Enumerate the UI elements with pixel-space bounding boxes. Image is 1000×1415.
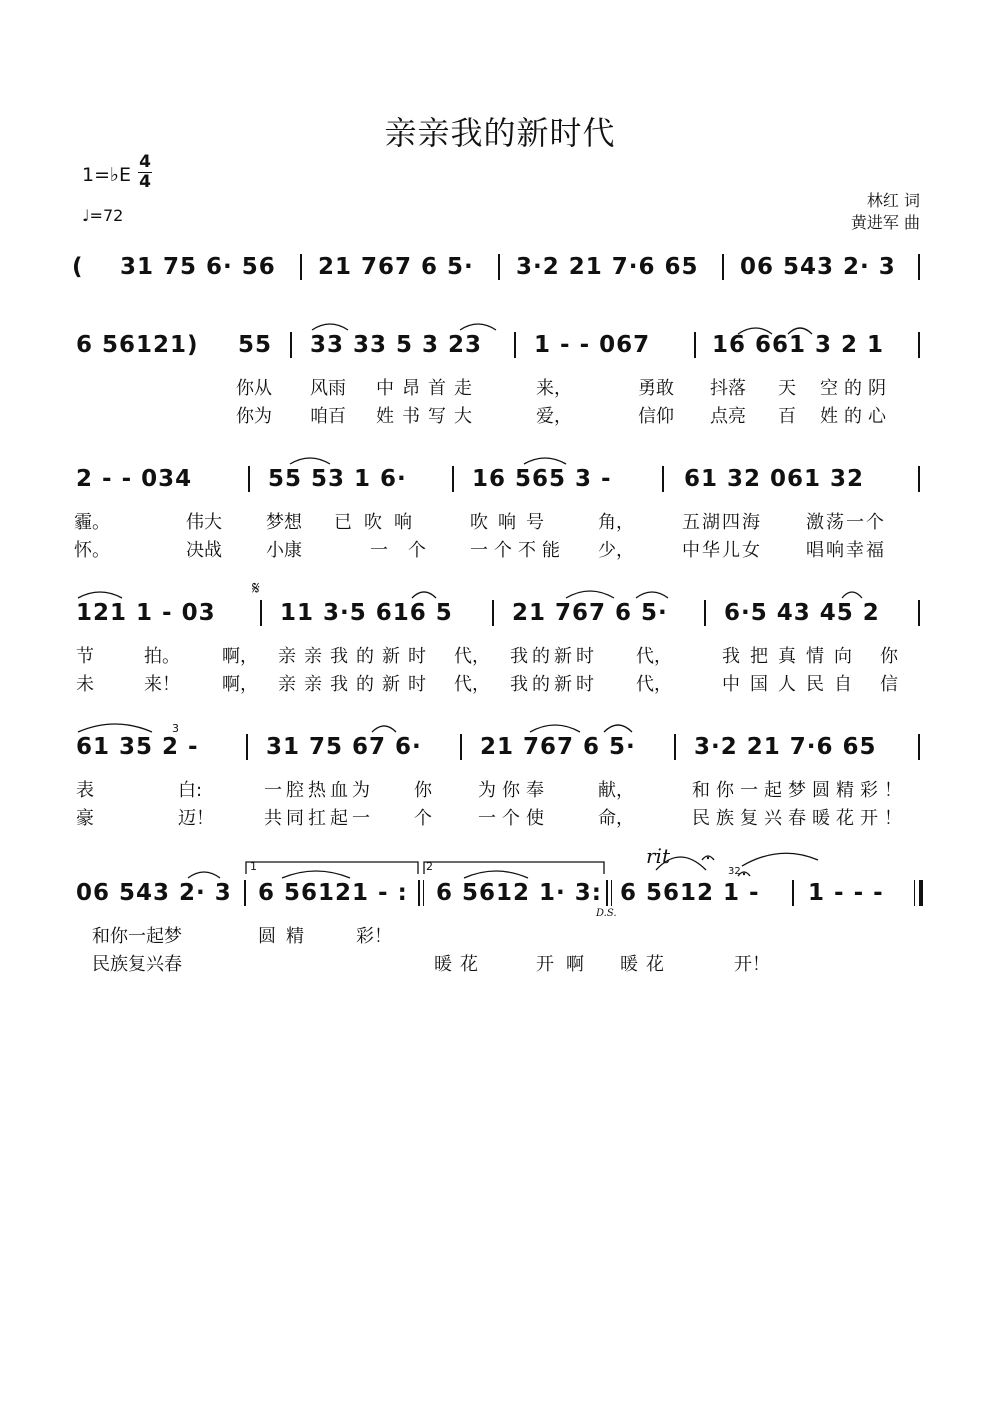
key-signature: 1=♭E [82, 164, 131, 186]
volta-2-label: 2 [426, 860, 433, 873]
measure: 121 1 - 03 [76, 600, 216, 626]
measure: 6·5 43 45 2 [724, 600, 880, 626]
lyric: 来！ [144, 674, 180, 695]
slur [742, 853, 818, 866]
measure: 31 75 67 6· [266, 734, 422, 760]
slur [312, 324, 348, 330]
lyric: 白: [178, 780, 203, 801]
measure: 31 75 6· 56 [120, 254, 276, 280]
lyric: 为你奉 [478, 780, 550, 801]
measure: 55 53 1 6· [268, 466, 407, 492]
lyric: 豪 [76, 808, 94, 829]
lyric: 彩！ [356, 926, 392, 947]
lyric: 小康 [266, 540, 302, 561]
lyric: 姓的心 [820, 406, 892, 427]
lyric: 一腔热血为 [264, 780, 374, 801]
slur [78, 724, 152, 732]
lyric: 暖花 [620, 954, 672, 975]
slur [656, 857, 706, 870]
measure: 33 33 5 3 23 [310, 332, 483, 358]
volta-bracket-2 [424, 862, 604, 874]
slur [788, 328, 812, 334]
lyric: 你 [414, 780, 432, 801]
lyric: 一个 [370, 540, 446, 561]
segno-sign: 𝄋 [252, 578, 260, 599]
lyric: 民族复兴春 [92, 954, 182, 975]
slur [530, 725, 580, 732]
lyric: 迈！ [178, 808, 214, 829]
lyric: 和你一起梦 [92, 926, 182, 947]
lyric: 风雨 [310, 378, 346, 399]
measure: 21 767 6 5· [512, 600, 668, 626]
lyric: 信仰 [638, 406, 674, 427]
lyric: 怀。 [74, 540, 110, 561]
lyric: 代， [636, 674, 672, 695]
slur [282, 871, 350, 878]
lyric: 少， [598, 540, 634, 561]
lyric: 中华儿女 [682, 540, 762, 561]
slur [412, 592, 436, 598]
measure: 6 56121) [76, 332, 199, 358]
slur [290, 458, 330, 464]
lyric: 开！ [734, 954, 770, 975]
grace-notes: 32 [728, 866, 741, 877]
measure: 3·2 21 7·6 65 [516, 254, 699, 280]
slur [566, 591, 614, 598]
lyric: 代， [454, 646, 490, 667]
measure: 1 - - 067 [534, 332, 651, 358]
lyric: 亲亲我的新时 [278, 674, 434, 695]
time-sig-bottom: 4 [139, 172, 151, 192]
measure: 3·2 21 7·6 65 [694, 734, 877, 760]
slur [636, 592, 668, 598]
lyric: 拍。 [144, 646, 180, 667]
lyric: 抖落 [710, 378, 746, 399]
measure: 21 767 6 5· [480, 734, 636, 760]
rit-marking: rit [646, 844, 670, 868]
measure: 06 543 2· 3 [76, 880, 232, 906]
volta-1-label: 1 [250, 860, 257, 873]
lyric: 未 [76, 674, 94, 695]
lyric: 一个不能 [470, 540, 566, 561]
lyric: 吹响号 [470, 512, 554, 533]
lyric: 中国人民自 [722, 674, 862, 695]
lyric: 节 [76, 646, 94, 667]
lyric: 开啊 [536, 954, 596, 975]
measure: 6 56121 - : [258, 880, 408, 906]
tempo-marking: ♩=72 [82, 206, 124, 225]
lyric: 民族复兴春暖花开！ [692, 808, 908, 829]
measure: 21 767 6 5· [318, 254, 474, 280]
lyric: 暖花 [434, 954, 486, 975]
lyric: 激荡一个 [806, 512, 886, 533]
slur [78, 592, 122, 598]
lyric: 点亮 [710, 406, 746, 427]
slur [372, 726, 396, 732]
lyric: 咱百 [310, 406, 346, 427]
lyric: 我把真情向 [722, 646, 862, 667]
lyric: 决战 [186, 540, 222, 561]
lyric: 信 [880, 674, 898, 695]
lyric: 我的新时 [510, 674, 598, 695]
measure: 6 5612 1 - [620, 880, 760, 906]
slur [188, 872, 220, 878]
lyric: 已吹响 [334, 512, 424, 533]
slur [460, 324, 496, 330]
lyric: 表 [76, 780, 94, 801]
lyric: 亲亲我的新时 [278, 646, 434, 667]
fermata-dot [743, 873, 745, 875]
lyric: 献， [598, 780, 634, 801]
lyric: 个 [414, 808, 432, 829]
slur [524, 458, 566, 464]
measure: 11 3·5 616 5 [280, 600, 453, 626]
lyric: 姓书写大 [376, 406, 480, 427]
slur [464, 871, 528, 878]
lyric: 共同扛起一 [264, 808, 374, 829]
lyric: 我的新时 [510, 646, 598, 667]
lyric: 梦想 [266, 512, 302, 533]
lyric: 你从 [236, 378, 272, 399]
lyric: 啊， [222, 674, 258, 695]
lyric: 唱响幸福 [806, 540, 886, 561]
lyric: 霾。 [74, 512, 110, 533]
measure: 1 - - - [808, 880, 884, 906]
lyric: 代， [636, 646, 672, 667]
lyric: 代， [454, 674, 490, 695]
lyricist-credit: 林红 词 [866, 191, 920, 210]
slur [738, 328, 772, 334]
lyric: 啊， [222, 646, 258, 667]
measure: 06 543 2· 3 [740, 254, 896, 280]
ds-marking: D.S. [596, 908, 617, 919]
lyric: 来， [536, 378, 572, 399]
slur [604, 725, 632, 732]
open-paren: ( [72, 254, 84, 280]
fermata-dot [707, 857, 709, 859]
slur [842, 592, 862, 598]
measure: 55 [238, 332, 273, 358]
lyric: 圆精 [258, 926, 314, 947]
time-sig-top: 4 [139, 152, 151, 172]
lyric: 五湖四海 [682, 512, 762, 533]
measure: 16 565 3 - [472, 466, 612, 492]
lyric: 命， [598, 808, 634, 829]
lyric: 天 [778, 378, 796, 399]
measure: 16 661 3 2 1 [712, 332, 885, 358]
lyric: 一个使 [478, 808, 550, 829]
triplet-mark: 3 [172, 722, 179, 735]
composer-credit: 黄进军 曲 [850, 213, 920, 232]
measure: 6 5612 1· 3: [436, 880, 602, 906]
measure: 61 32 061 32 [684, 466, 865, 492]
lyric: 角， [598, 512, 634, 533]
measure: 61 35 2 - [76, 734, 199, 760]
lyric: 你 [880, 646, 898, 667]
lyric: 和你一起梦圆精彩！ [692, 780, 908, 801]
lyric: 百 [778, 406, 796, 427]
lyric: 爱， [536, 406, 572, 427]
lyric: 勇敢 [638, 378, 674, 399]
lyric: 空的阴 [820, 378, 892, 399]
lyric: 中昂首走 [376, 378, 480, 399]
measure: 2 - - 034 [76, 466, 193, 492]
lyric: 你为 [236, 406, 272, 427]
song-title: 亲亲我的新时代 [384, 114, 616, 152]
lyric: 伟大 [186, 512, 222, 533]
